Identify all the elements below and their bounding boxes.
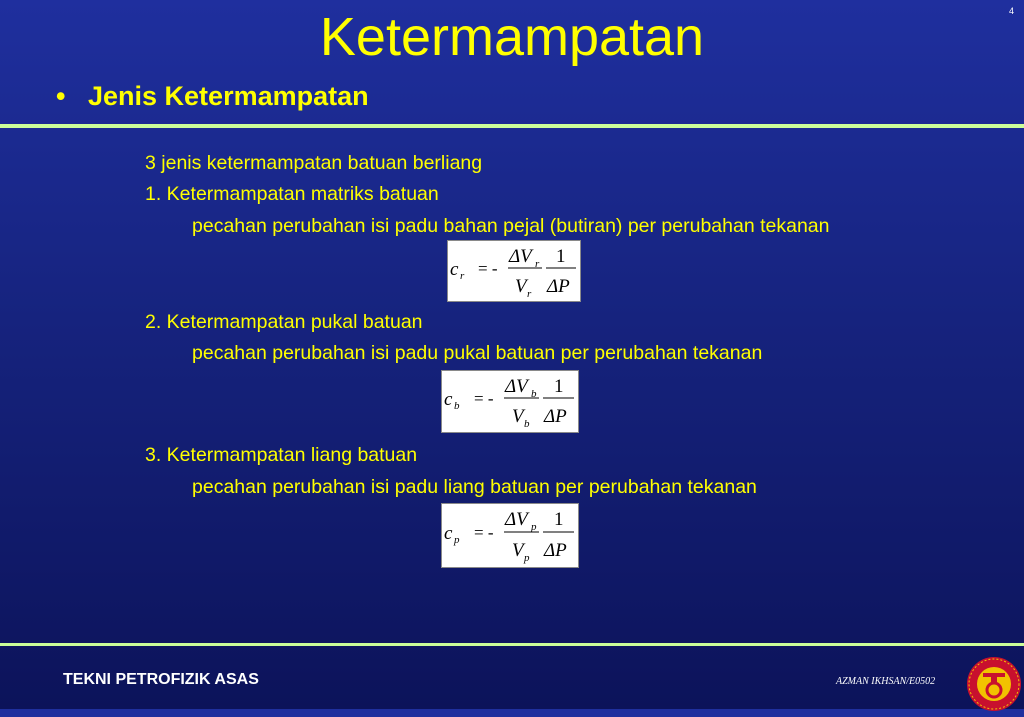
formula-matrix-compressibility <box>447 240 581 302</box>
formula-one: 1 <box>554 376 564 397</box>
bullet-marker: • <box>56 81 66 111</box>
formula-numerator-sub: p <box>531 521 537 533</box>
item-1-description: pecahan perubahan isi padu bahan pejal (butiran) per perubahan tekanan <box>192 215 830 237</box>
top-divider <box>0 124 1024 128</box>
formula-lhs: c <box>444 523 453 544</box>
formula-denominator-sub: p <box>524 552 530 564</box>
formula-denominator: V <box>515 276 527 297</box>
formula-pore-compressibility <box>441 503 579 568</box>
formula-numerator: ΔV <box>505 509 528 530</box>
footer-course: TEKNI PETROFIZIK ASAS <box>63 671 259 688</box>
footer-author: AZMAN IKHSAN/E0502 <box>836 676 936 687</box>
bottom-divider <box>0 643 1024 646</box>
formula-lhs-sub: p <box>454 534 460 546</box>
formula-lhs: c <box>450 259 459 280</box>
intro-text: 3 jenis ketermampatan batuan berliang <box>145 152 483 174</box>
formula-numerator: ΔV <box>509 246 532 267</box>
formula-lhs-sub: r <box>460 270 465 282</box>
slide-title: Ketermampatan <box>319 7 705 67</box>
formula-lhs-sub: b <box>454 400 460 412</box>
formula-denominator-sub: r <box>527 288 532 300</box>
formula-denominator: V <box>512 406 524 427</box>
formula-one: 1 <box>554 509 564 530</box>
item-3-description: pecahan perubahan isi padu liang batuan per perubahan tekanan <box>192 476 757 498</box>
formula-eq: = - <box>474 523 494 542</box>
formula-eq: = - <box>474 389 494 408</box>
formula-one: 1 <box>556 246 566 267</box>
bullet-text: Jenis Ketermampatan <box>88 81 369 111</box>
item-2-heading: 2. Ketermampatan pukal batuan <box>145 311 423 333</box>
item-3-heading: 3. Ketermampatan liang batuan <box>145 444 418 466</box>
formula-numerator-sub: b <box>531 388 537 400</box>
formula-denominator-sub: b <box>524 418 530 430</box>
item-1-heading: 1. Ketermampatan matriks batuan <box>145 183 439 205</box>
formula-numerator-sub: r <box>535 258 540 270</box>
formula-bulk-compressibility <box>441 370 579 433</box>
formula-delta-p: ΔP <box>544 406 567 427</box>
formula-delta-p: ΔP <box>547 276 570 297</box>
slide-number: 4 <box>1008 6 1014 16</box>
bullet-heading <box>56 78 369 114</box>
formula-denominator: V <box>512 540 524 561</box>
formula-eq: = - <box>478 259 498 278</box>
formula-numerator: ΔV <box>505 376 528 397</box>
item-2-description: pecahan perubahan isi padu pukal batuan per perubahan tekanan <box>192 342 763 364</box>
formula-delta-p: ΔP <box>544 540 567 561</box>
university-seal-icon <box>966 656 1022 712</box>
formula-lhs: c <box>444 389 453 410</box>
